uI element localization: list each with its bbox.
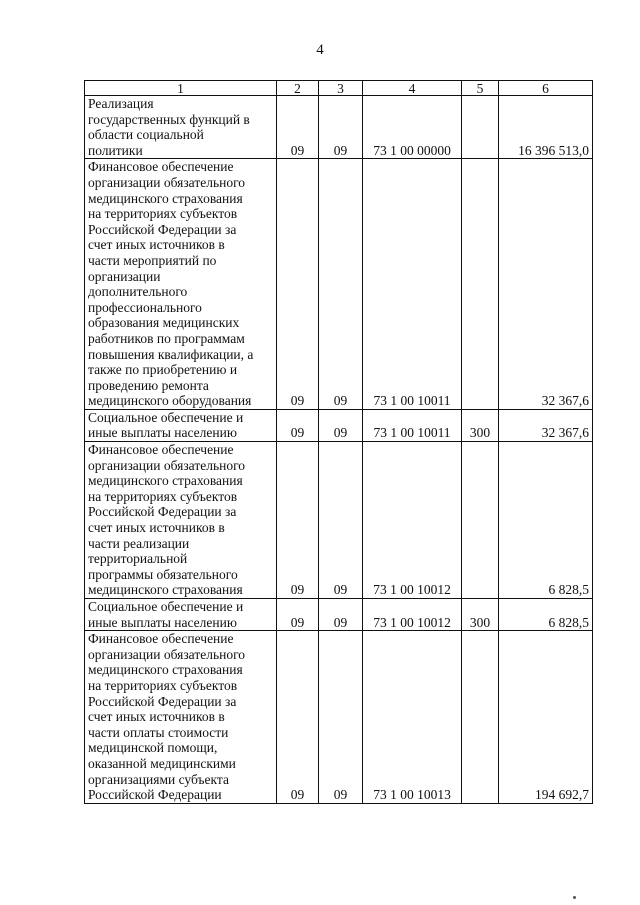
row-target-article: 73 1 00 10013 xyxy=(363,631,462,804)
table-row xyxy=(85,96,593,159)
row-amount: 6 828,5 xyxy=(499,599,593,631)
row-target-article: 73 1 00 00000 xyxy=(363,96,462,159)
page-number: 4 xyxy=(316,42,324,58)
row-amount: 32 367,6 xyxy=(499,159,593,410)
table-row xyxy=(85,442,593,599)
row-subsection-code: 09 xyxy=(319,631,363,804)
scan-dot xyxy=(573,896,576,899)
row-amount: 16 396 513,0 xyxy=(499,96,593,159)
row-expense-type xyxy=(462,631,499,804)
row-subsection-code: 09 xyxy=(319,96,363,159)
row-description: Социальное обеспечение и иные выплаты населению xyxy=(85,409,277,441)
row-amount: 194 692,7 xyxy=(499,631,593,804)
budget-table xyxy=(84,80,593,804)
row-amount: 32 367,6 xyxy=(499,409,593,441)
row-description: Реализация государственных функций в области социальной политики xyxy=(85,96,277,159)
row-target-article: 73 1 00 10011 xyxy=(363,159,462,410)
table-header-row xyxy=(85,81,593,96)
header-col-3: 3 xyxy=(319,81,363,96)
row-description: Финансовое обеспечение организации обязательного медицинского страхования на территориях субъектов Российской Федерации за счет иных источников в части оплаты стоимости медицинской помощи, оказанной медицинскими организациями субъекта Российской Федерации xyxy=(85,631,277,804)
row-section-code: 09 xyxy=(277,631,319,804)
table-row xyxy=(85,409,593,441)
row-expense-type: 300 xyxy=(462,599,499,631)
table-row xyxy=(85,159,593,410)
row-section-code: 09 xyxy=(277,409,319,441)
row-description: Финансовое обеспечение организации обязательного медицинского страхования на территориях субъектов Российской Федерации за счет иных источников в части реализации территориальной программы обязательного медицинского страхования xyxy=(85,442,277,599)
row-target-article: 73 1 00 10012 xyxy=(363,599,462,631)
row-subsection-code: 09 xyxy=(319,442,363,599)
row-subsection-code: 09 xyxy=(319,409,363,441)
row-subsection-code: 09 xyxy=(319,159,363,410)
row-section-code: 09 xyxy=(277,96,319,159)
row-target-article: 73 1 00 10011 xyxy=(363,409,462,441)
row-section-code: 09 xyxy=(277,599,319,631)
header-col-5: 5 xyxy=(462,81,499,96)
row-description: Социальное обеспечение и иные выплаты населению xyxy=(85,599,277,631)
table-row xyxy=(85,599,593,631)
row-section-code: 09 xyxy=(277,159,319,410)
table-row xyxy=(85,631,593,804)
header-col-4: 4 xyxy=(363,81,462,96)
row-description: Финансовое обеспечение организации обязательного медицинского страхования на территориях субъектов Российской Федерации за счет иных источников в части мероприятий по организации дополнительного профессионального образования медицинских работников по программам повышения квалификации, а также по приобретению и проведению ремонта медицинского оборудования xyxy=(85,159,277,410)
header-col-1: 1 xyxy=(85,81,277,96)
row-section-code: 09 xyxy=(277,442,319,599)
row-expense-type xyxy=(462,96,499,159)
header-col-6: 6 xyxy=(499,81,593,96)
row-expense-type: 300 xyxy=(462,409,499,441)
row-expense-type xyxy=(462,159,499,410)
row-target-article: 73 1 00 10012 xyxy=(363,442,462,599)
header-col-2: 2 xyxy=(277,81,319,96)
row-amount: 6 828,5 xyxy=(499,442,593,599)
row-subsection-code: 09 xyxy=(319,599,363,631)
row-expense-type xyxy=(462,442,499,599)
